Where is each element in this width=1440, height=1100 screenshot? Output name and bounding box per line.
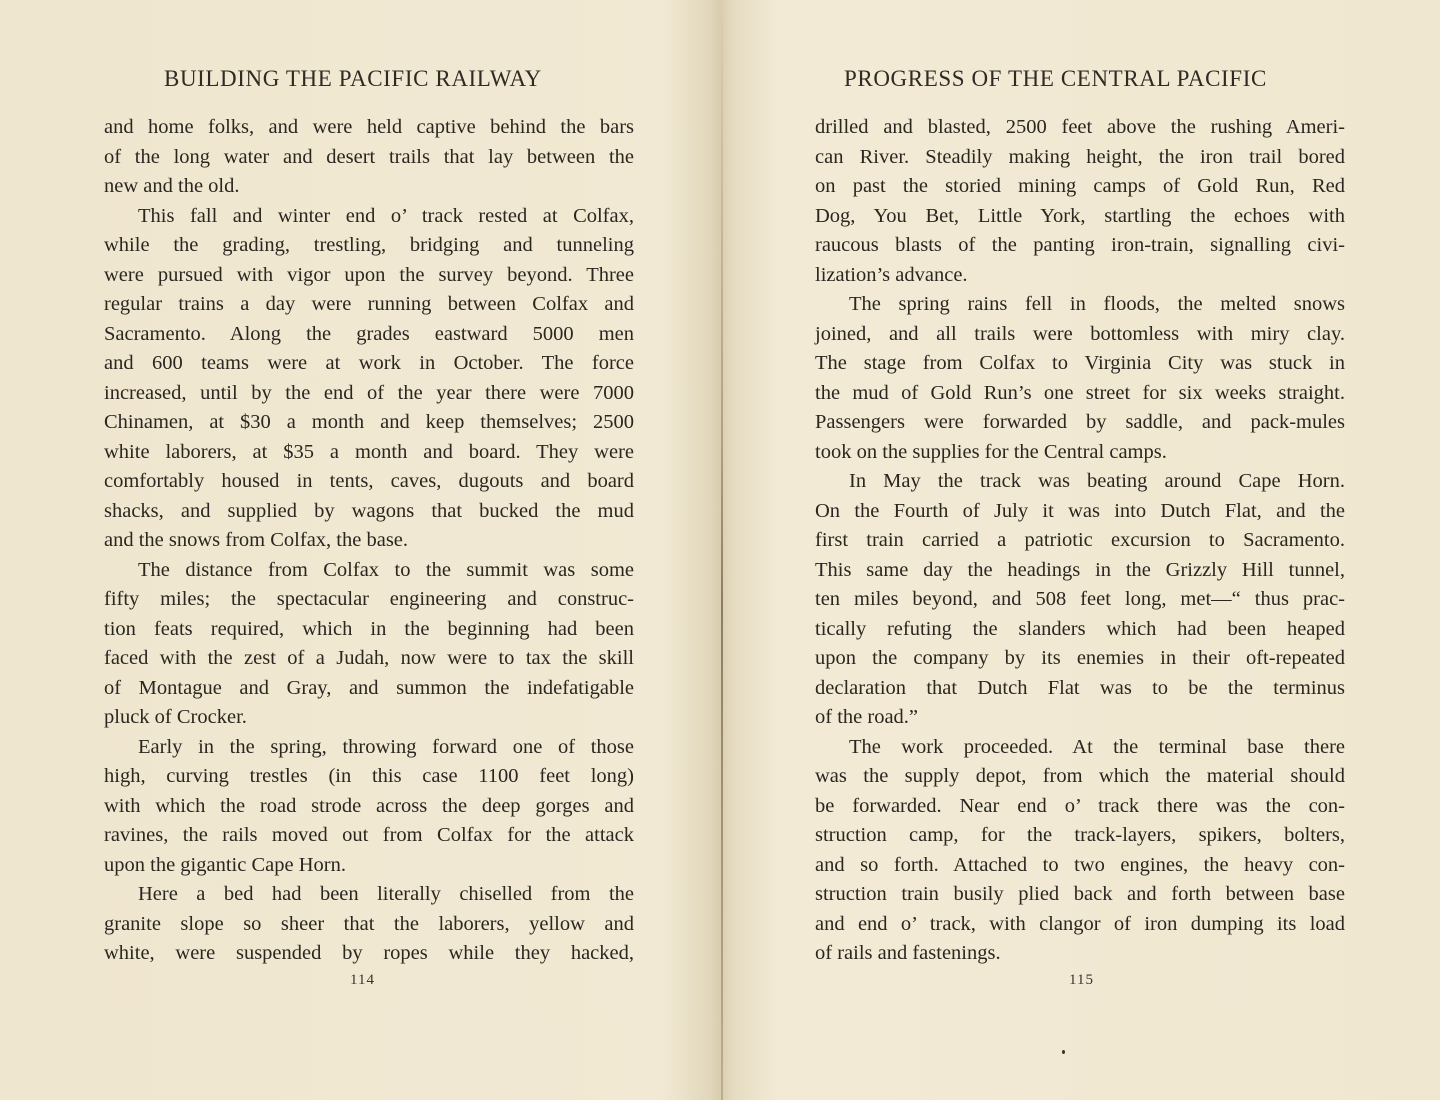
text-line: the mud of Gold Run’s one street for six weeks straight. [815,381,1345,404]
text-line: struction train busily plied back and forth between base [815,883,1345,905]
text-line: The distance from Colfax to the summit was some [138,558,634,581]
text-line: white, were suspended by ropes while they hacked, [104,942,634,964]
text-line: were pursued with vigor upon the survey beyond. Three [104,263,634,286]
text-line: Early in the spring, throwing forward one of those [138,735,634,758]
text-line: In May the track was beating around Cape Horn. [849,470,1345,492]
text-line: shacks, and supplied by wagons that bucked the mud [104,499,634,522]
text-line: of the road.” [815,706,919,728]
text-line: and so forth. Attached to two engines, the heavy con- [815,853,1345,876]
text-line: tion feats required, which in the beginning had been [104,617,634,640]
text-line: upon the gigantic Cape Horn. [104,853,346,876]
text-line: Dog, You Bet, Little York, startling the echoes with [815,204,1345,227]
text-line: and home folks, and were held captive behind the bars [104,116,634,138]
text-line: The work proceeded. At the terminal base there [849,735,1345,758]
text-line: ten miles beyond, and 508 feet long, met—“ thus prac- [815,588,1345,610]
text-line: white laborers, at $35 a month and board. They were [104,440,634,463]
book-gutter [721,0,723,1100]
left-page-body [104,113,634,969]
text-line: The stage from Colfax to Virginia City was stuck in [815,352,1345,374]
text-line: can River. Steadily making height, the iron trail bored [815,145,1345,168]
text-line: Passengers were forwarded by saddle, and pack-mules [815,411,1345,433]
text-line: high, curving trestles (in this case 1100 feet long) [104,765,634,787]
text-line: Here a bed had been literally chiselled from the [138,883,634,905]
paper-speck [1062,1050,1065,1054]
text-line: tically refuting the slanders which had been heaped [815,617,1345,640]
text-line: and end o’ track, with clangor of iron dumping its load [815,912,1345,935]
right-page-number: 115 [1069,972,1094,988]
text-line: on past the storied mining camps of Gold Run, Red [815,175,1345,197]
text-line: increased, until by the end of the year there were 7000 [104,381,634,404]
text-line: and 600 teams were at work in October. The force [104,352,634,374]
text-line: upon the company by its enemies in their oft-repeated [815,647,1345,669]
text-line: declaration that Dutch Flat was to be the terminus [815,676,1345,699]
text-line: was the supply depot, from which the material should [815,765,1345,787]
text-line: drilled and blasted, 2500 feet above the rushing Ameri- [815,116,1345,138]
text-line: be forwarded. Near end o’ track there was the con- [815,794,1345,817]
text-line: Sacramento. Along the grades eastward 5000 men [104,322,634,345]
left-running-head: BUILDING THE PACIFIC RAILWAY [164,66,542,91]
text-line: ravines, the rails moved out from Colfax for the attack [104,824,634,846]
text-line: This fall and winter end o’ track rested at Colfax, [138,204,634,227]
text-line: with which the road strode across the deep gorges and [104,794,634,817]
text-line: of the long water and desert trails that lay between the [104,145,634,168]
text-line: fifty miles; the spectacular engineering and construc- [104,588,634,610]
text-line: of Montague and Gray, and summon the indefatigable [104,676,634,699]
text-line: while the grading, trestling, bridging and tunneling [104,234,634,256]
text-line: faced with the zest of a Judah, now were to tax the skill [104,647,634,669]
text-line: and the snows from Colfax, the base. [104,529,409,551]
text-line: granite slope so sheer that the laborers, yellow and [104,912,634,935]
text-line: This same day the headings in the Grizzly Hill tunnel, [815,558,1345,581]
right-page [724,0,1440,1100]
text-line: first train carried a patriotic excursion to Sacramento. [815,529,1345,551]
text-line: raucous blasts of the panting iron-train, signalling civi- [815,234,1345,256]
text-line: joined, and all trails were bottomless with miry clay. [815,322,1345,345]
right-running-head: PROGRESS OF THE CENTRAL PACIFIC [844,66,1267,91]
left-page-number: 114 [350,972,375,988]
text-line: regular trains a day were running between Colfax and [104,293,634,315]
text-line: The spring rains fell in floods, the melted snows [849,293,1345,315]
text-line: struction camp, for the track-layers, spikers, bolters, [815,824,1345,846]
text-line: lization’s advance. [815,263,968,286]
right-page-body [815,113,1345,969]
text-line: pluck of Crocker. [104,706,247,728]
text-line: Chinamen, at $30 a month and keep themselves; 2500 [104,411,634,433]
text-line: On the Fourth of July it was into Dutch Flat, and the [815,499,1345,522]
text-line: took on the supplies for the Central camps. [815,440,1167,463]
text-line: new and the old. [104,175,240,197]
text-line: comfortably housed in tents, caves, dugouts and board [104,470,634,492]
text-line: of rails and fastenings. [815,942,1001,964]
